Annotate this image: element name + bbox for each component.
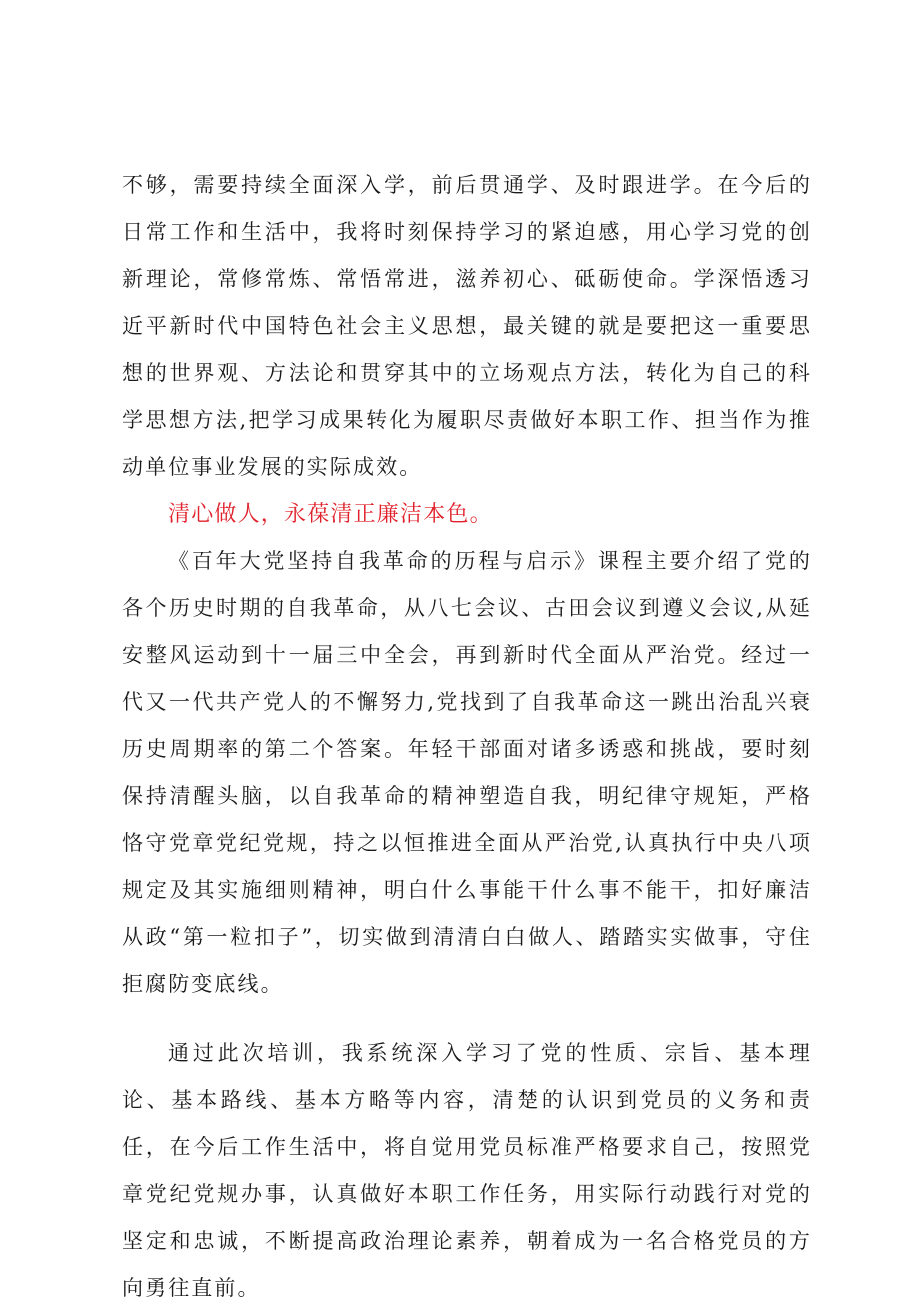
document-body bbox=[122, 162, 812, 1312]
paragraph-spacer bbox=[122, 1008, 812, 1030]
paragraph-course: 《百年大党坚持自我革命的历程与启示》课程主要介绍了党的各个历史时期的自我革命，从八七会议、古田会议到遵义会议,从延安整风运动到十一届三中全会，再到新时代全面从严治党。经过一代又一代共产党人的不懈努力,党找到了自我革命这一跳出治乱兴衰历史周期率的第二个答案。年轻干部面对诸多诱惑和挑战，要时刻保持清醒头脑，以自我革命的精神塑造自我，明纪律守规矩，严格恪守党章党纪党规，持之以恒推进全面从严治党,认真执行中央八项规定及其实施细则精神，明白什么事能干什么事不能干，扣好廉洁从政“第一粒扣子”，切实做到清清白白做人、踏踏实实做事，守住拒腐防变底线。 bbox=[122, 549, 812, 996]
paragraph-continuation: 不够，需要持续全面深入学，前后贯通学、及时跟进学。在今后的日常工作和生活中，我将时刻保持学习的紧迫感，用心学习党的创新理论，常修常炼、常悟常进，滋养初心、砥砺使命。学深悟透习近平新时代中国特色社会主义思想，最关键的就是要把这一重要思想的世界观、方法论和贯穿其中的立场观点方法，转化为自己的科学思想方法,把学习成果转化为履职尽责做好本职工作、担当作为推动单位事业发展的实际成效。 bbox=[122, 173, 812, 479]
section-heading: 清心做人，永葆清正廉洁本色。 bbox=[168, 502, 493, 527]
paragraph-conclusion: 通过此次培训，我系统深入学习了党的性质、宗旨、基本理论、基本路线、基本方略等内容，清楚的认识到党员的义务和责任，在今后工作生活中，将自觉用党员标准严格要求自己，按照党章党纪党规办事，认真做好本职工作任务，用实际行动践行对党的坚定和忠诚，不断提高政治理论素养，朝着成为一名合格党员的方向勇往直前。 bbox=[122, 1041, 812, 1300]
